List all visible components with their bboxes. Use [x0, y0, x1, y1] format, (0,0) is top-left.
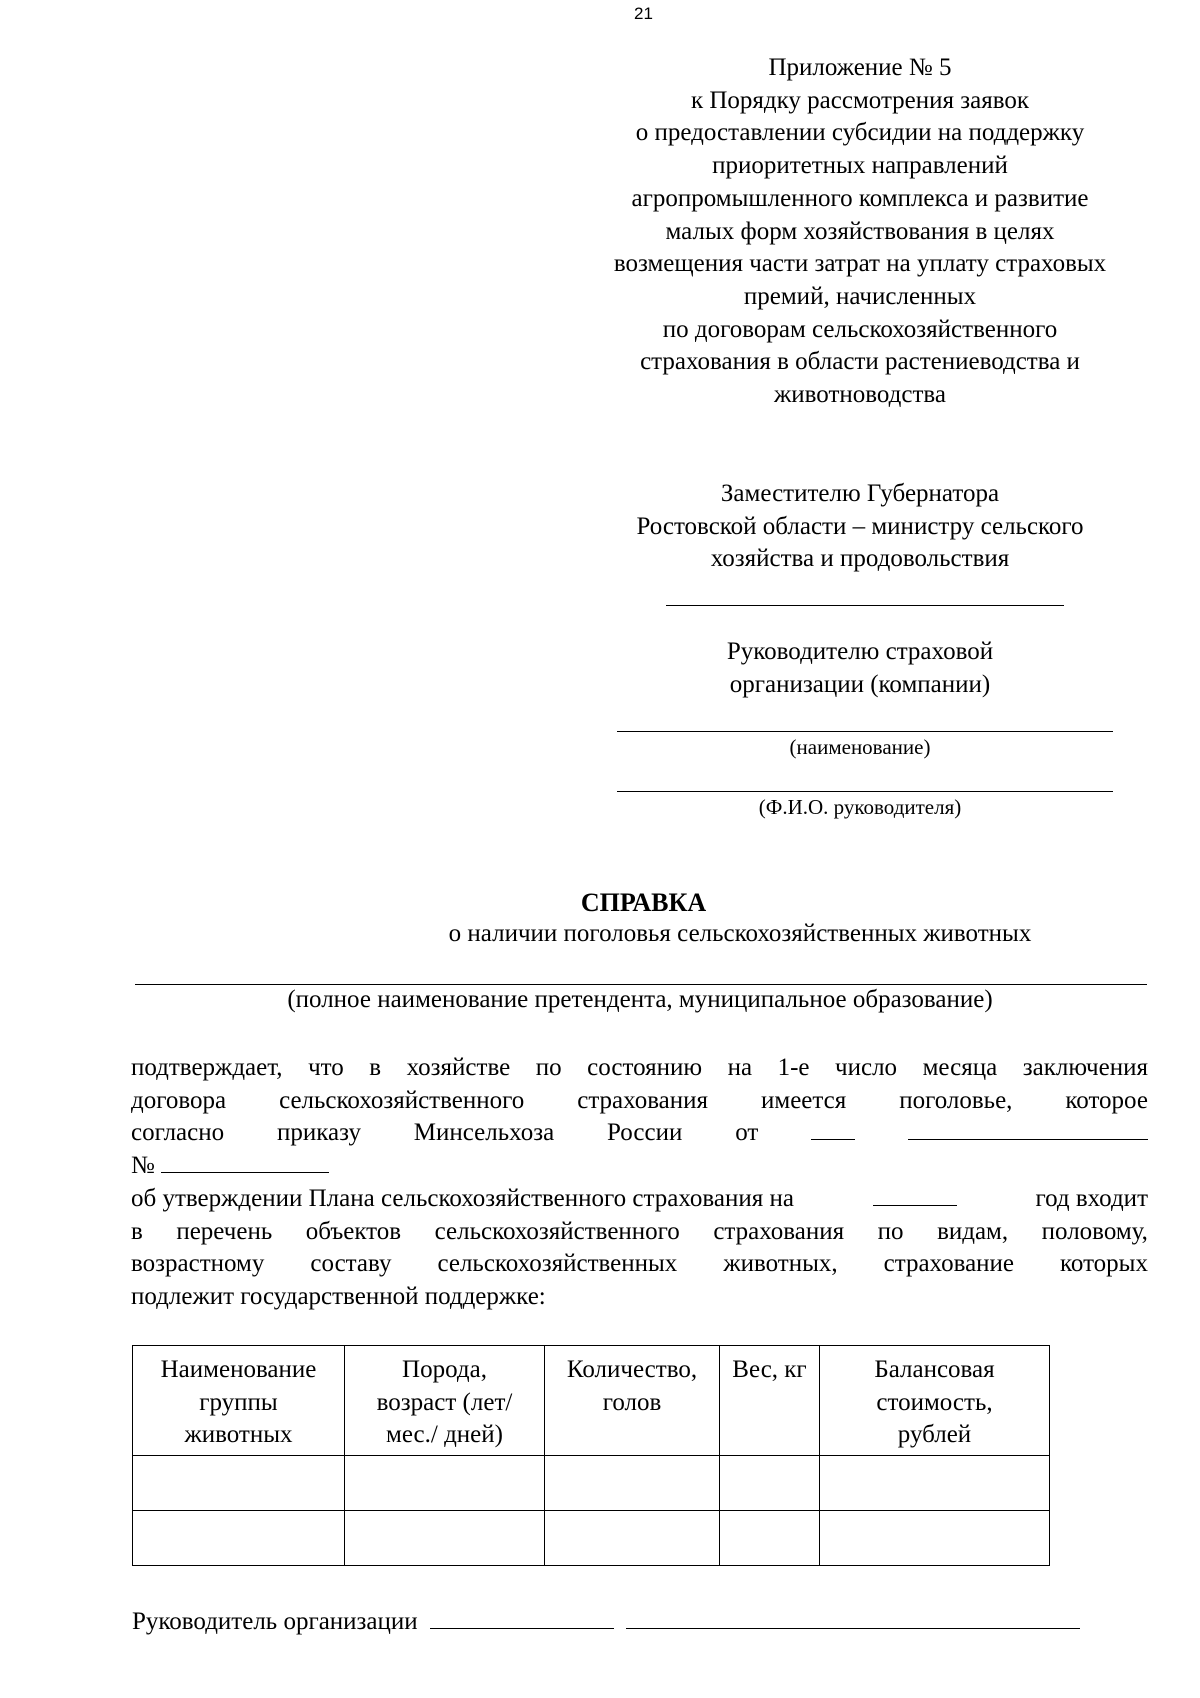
body-line: согласно приказу Минсельхоза России от [131, 1117, 1148, 1150]
appendix-line: о предоставлении субсидии на поддержку [635, 119, 1085, 147]
appendix-line: животноводства [774, 381, 946, 409]
table-cell [545, 1511, 720, 1566]
addressee-line: организации (компании) [729, 670, 991, 698]
appendix-line: малых форм хозяйствования в целях [665, 217, 1055, 245]
header-head-count: Количество, голов [545, 1346, 720, 1456]
appendix-line: по договорам сельскохозяйственного [662, 315, 1058, 343]
addressee-line: Ростовской области – министру сельского [636, 512, 1084, 540]
document-subtitle: о наличии поголовья сельскохозяйственных животных [448, 920, 1032, 947]
table-row [133, 1456, 1050, 1511]
applicant-caption: (полное наименование претендента, муниципальное образование) [287, 986, 993, 1013]
body-line: возрастному составу сельскохозяйственных животных, страхование которых [131, 1250, 1148, 1278]
insurer-name-line [617, 731, 1113, 732]
addressee-line: Руководителю страховой [726, 638, 994, 665]
addressee-deputy-governor [600, 478, 1120, 576]
table-cell [133, 1456, 345, 1511]
body-line: договора сельскохозяйственного страхования имеется поголовье, которое [131, 1086, 1148, 1114]
table-cell [820, 1456, 1050, 1511]
order-date-blank [811, 1117, 855, 1140]
table-cell [345, 1456, 545, 1511]
header-weight: Вес, кг [720, 1346, 820, 1456]
applicant-name-line [135, 984, 1147, 985]
signature-label: Руководитель организации [132, 1608, 418, 1635]
header-breed-age: Порода, возраст (лет/ мес./ дней) [345, 1346, 545, 1456]
addressee-insurer-head [600, 636, 1120, 701]
table-row [133, 1511, 1050, 1566]
signature-block [132, 1606, 1080, 1636]
body-line: об утверждении Плана сельскохозяйственного страхования на год входит [131, 1184, 1148, 1212]
appendix-line: премий, начисленных [743, 282, 977, 310]
body-line: подлежит государственной поддержке: [131, 1282, 546, 1310]
plan-year-blank [873, 1183, 957, 1206]
appendix-line: агропромышленного комплекса и развитие [631, 184, 1089, 212]
body-line: в перечень объектов сельскохозяйственного страхования по видам, половому, [131, 1217, 1148, 1245]
signature-blank [430, 1606, 614, 1629]
order-date-year-blank [908, 1117, 1148, 1140]
order-number-blank [161, 1150, 329, 1173]
table-cell [133, 1511, 345, 1566]
insurer-name-caption: (наименование) [789, 735, 931, 759]
body-line: подтверждает, что в хозяйстве по состоянию на 1-е число месяца заключения [131, 1054, 1148, 1081]
document-title: СПРАВКА [580, 888, 707, 917]
table-header-row [133, 1346, 1050, 1456]
body-text [131, 1052, 1148, 1314]
addressee-blank-line [666, 605, 1064, 606]
body-line: № [131, 1150, 1148, 1183]
insurer-head-fio-line [617, 791, 1113, 792]
appendix-line: приоритетных направлений [712, 152, 1008, 180]
appendix-line: к Порядку рассмотрения заявок [690, 86, 1030, 114]
page-number: 21 [634, 4, 653, 23]
signature-fio-blank [626, 1606, 1080, 1629]
appendix-line: возмещения части затрат на уплату страховых [613, 250, 1107, 278]
livestock-table [132, 1345, 1050, 1566]
table-cell [820, 1511, 1050, 1566]
header-animal-group: Наименование группы животных [133, 1346, 345, 1456]
insurer-head-fio-caption: (Ф.И.О. руководителя) [758, 795, 962, 819]
header-book-value: Балансовая стоимость, рублей [820, 1346, 1050, 1456]
appendix-reference [580, 52, 1140, 412]
addressee-line: Заместителю Губернатора [720, 480, 1000, 507]
addressee-line: хозяйства и продовольствия [710, 545, 1010, 572]
table-cell [720, 1456, 820, 1511]
table-cell [345, 1511, 545, 1566]
appendix-line: страхования в области растениеводства и [640, 348, 1080, 376]
table-cell [545, 1456, 720, 1511]
table-cell [720, 1511, 820, 1566]
appendix-line: Приложение № 5 [768, 54, 952, 81]
